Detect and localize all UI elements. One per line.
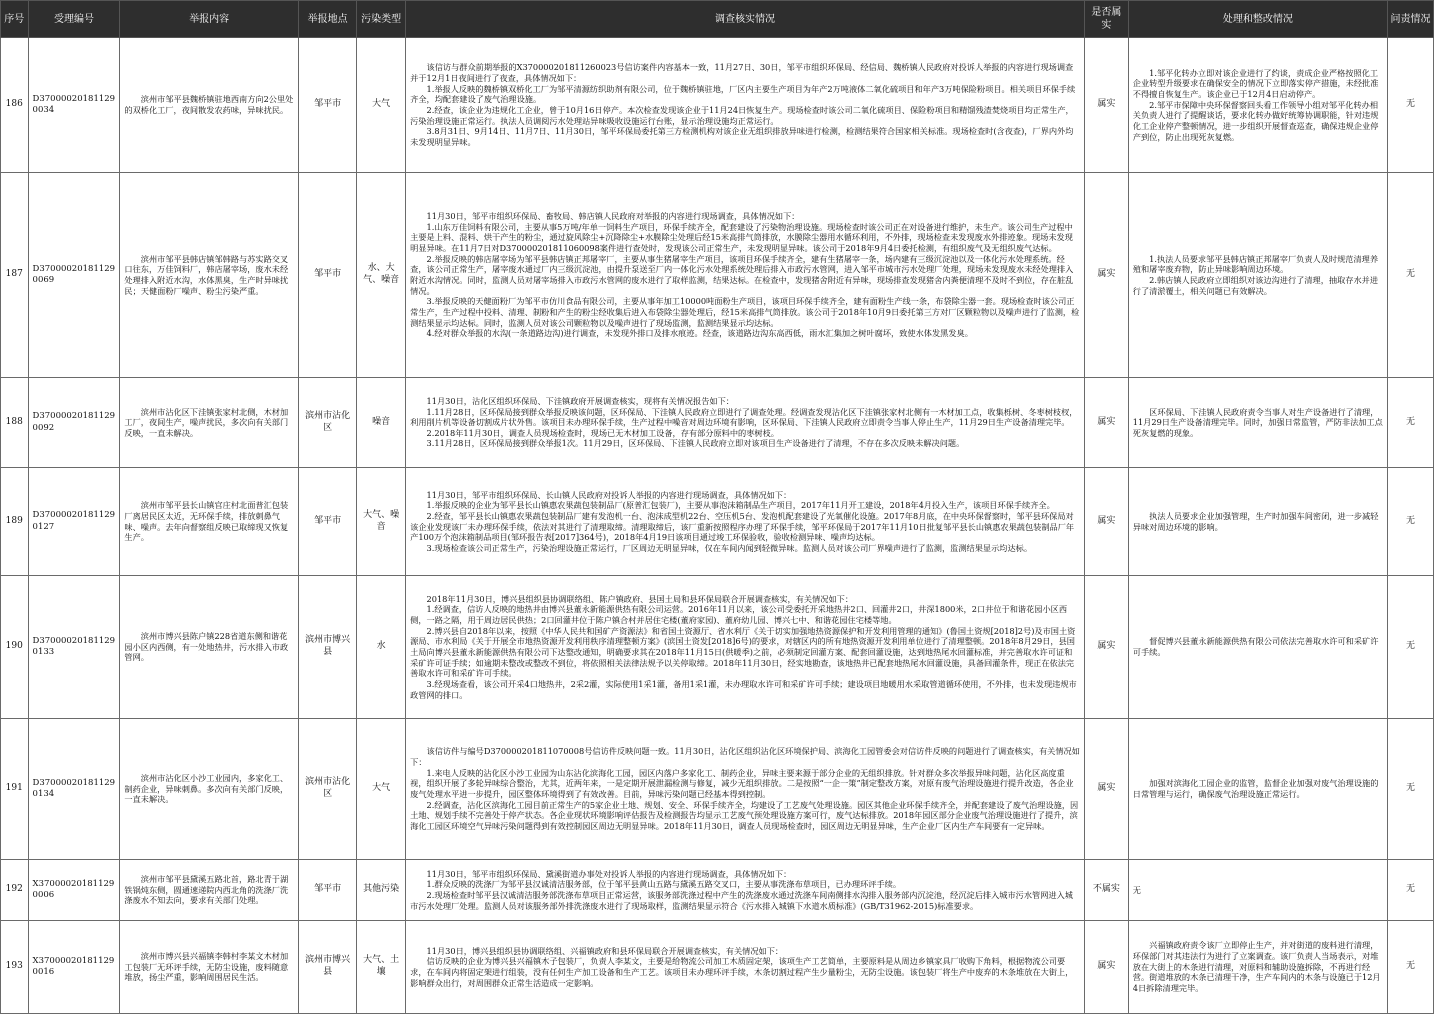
row-pollution: 水、大气、噪音 — [357, 173, 406, 378]
row-code: D370000201811290127 — [28, 468, 120, 576]
investigation-paragraph: 11月30日，邹平市组织环保局、长山镇人民政府对投诉人举报的内容进行现场调查，具体情况如下： — [426, 489, 792, 500]
investigation-paragraph: 2.2018年11月30日，调查人员现场检查时，现场已无木材加工设备，存有部分原料中的枣树枝。 — [426, 427, 779, 438]
row-verified: 属实 — [1084, 921, 1128, 1014]
complaint-text: 滨州市沾化区小沙工业园内，多家化工、制药企业，异味刺鼻。多次向有关部门反映，一直未解决。 — [124, 773, 289, 805]
row-handling — [1128, 576, 1387, 719]
row-code: D370000201811290134 — [28, 719, 120, 860]
col-header-code: 受理编号 — [28, 1, 120, 38]
table-row — [1, 378, 1434, 468]
investigation-paragraph: 3.举报反映的天健面粉厂为邹平市仿川食品有限公司，主要从事年加工10000吨面粉生产项目，该项目环保手续齐全，建有面粉生产线一条，布袋除尘器一套。现场检查时该公司正常生产，生产过程中投料、清理、制粉和产生的粉尘经收集后进入布袋除尘器处理后，经15米高排气筒排放。该公司于2018年10月9日委托第三方对厂区颗粒物以及噪声进行了监测，检测结果显示均达标。同时，监测人员对该公司颗粒物以及噪声进行了现场监测，监测结果显示均达标。 — [410, 296, 1080, 328]
row-accountability: 无 — [1388, 576, 1434, 719]
investigation-paragraph: 11月30日，沾化区组织环保局、下洼镇政府开展调查核实，现将有关情况报告如下： — [426, 395, 734, 406]
row-location: 邹平市 — [299, 38, 357, 173]
col-header-investigation: 调查核实情况 — [406, 1, 1085, 38]
table-body — [1, 38, 1434, 1014]
investigation-paragraph: 1.山东万佳饲料有限公司，主要从事5万吨/年单一饲料生产项目，环保手续齐全，配套建设了污染物治理设施。现场检查时该公司正在对设备进行维护，未生产。该公司生产过程中主要是上料、混料、烘干产生的粉尘，通过旋风除尘+沉降除尘+水膜除尘处理后经15米高排气筒排放，水膜除尘器用水循环利用，不外排，现场检查未发现废水外排迹象。现场未发现明显异味。在11月7日对D370000201811060098案件进行查处时，发现该公司正常生产，未发现明显异味。该公司于2018年9月4日委托检测，有组织废气及无组织废气达标。 — [410, 221, 1073, 254]
row-pollution: 噪音 — [357, 378, 406, 468]
row-content — [120, 173, 299, 378]
row-pollution: 大气、土壤 — [357, 921, 406, 1014]
row-code: X370000201811290016 — [28, 921, 120, 1014]
handling-paragraph: 2.邹平市保障中央环保督察回头看工作领导小组对邹平化转办相关负责人进行了提醒谈话，要求化转办做好统筹协调职能，针对违规化工企业停产整顿情况，进一步组织开展督查巡查，确保违规企业停产到位，防止出现死灰复燃。 — [1132, 99, 1379, 142]
row-pollution: 大气、噪音 — [357, 468, 406, 576]
complaint-text: 滨州市邹平县长山镇官庄村北面普汇包装厂离居民区太近，无环保手续，排放刺鼻气味、噪声。去年向督察组反映已取缔现又恢复生产。 — [124, 500, 289, 543]
row-location: 滨州市博兴县 — [299, 576, 357, 719]
investigation-paragraph: 1.举报人反映的魏桥镇双桥化工厂为邹平清源纺织助剂有限公司，位于魏桥镇驻地，厂区内主要生产项目为年产2万吨液体二氧化硫项目和年产3万吨保险粉项目。相关项目环保手续齐全，均配套建设了废气治理设施。 — [410, 83, 1076, 105]
row-verified: 属实 — [1084, 173, 1128, 378]
row-seq: 192 — [1, 860, 29, 921]
row-handling — [1128, 173, 1387, 378]
col-header-location: 举报地点 — [299, 1, 357, 38]
investigation-paragraph: 3.8月31日、9月14日、11月7日、11月30日，邹平环保局委托第三方检测机构对该企业无组织排放异味进行检测，检测结果符合国家相关标准。现场检查时(含夜查)，厂界内外均未发现明显异味。 — [410, 126, 1074, 147]
complaint-text: 滨州市邹平县魏桥镇驻地西南方向2公里处的双桥化工厂，夜间散发农药味，异味扰民。 — [124, 94, 294, 115]
investigation-paragraph: 2.现场检查时邹平县汉诚清洁服务部洗涤布草项目正常运营，该服务部洗涤过程中产生的洗涤废水通过洗涤车间南侧排水沟排入服务部内沉淀池，经沉淀后排入城市污水管网进入城市污水处理厂处理。监测人员对该服务部外排洗涤废水进行了现场取样，监测结果显示符合《污水排入城镇下水道水质标准》(GB/T31962-2015)标准要求。 — [410, 890, 1073, 911]
row-handling — [1128, 860, 1387, 921]
row-seq: 186 — [1, 38, 29, 173]
row-investigation — [406, 576, 1085, 719]
row-content — [120, 719, 299, 860]
row-pollution: 大气 — [357, 719, 406, 860]
table-row — [1, 576, 1434, 719]
col-header-pollution: 污染类型 — [357, 1, 406, 38]
row-accountability: 无 — [1388, 378, 1434, 468]
investigation-paragraph: 信访反映的企业为博兴县兴福镇木子包装厂，负责人李某文，主要是给物流公司加工木质固定架，该项生产工艺简单，主要原料是从周边乡镇家具厂收购下角料，根据物流公司要求，在车间内将固定架进行组装，没有任何生产加工设备和生产工艺。该项目未办理环评手续，木条切割过程产生少量粉尘，无防尘设施。该包装厂将生产中废弃的木条堆放在大街上，影响群众出行，对周围群众正常生活造成一定影响。 — [410, 956, 1074, 988]
investigation-paragraph: 2.经调查，沾化区滨海化工园目前正常生产的5家企业土地、规划、安全、环保手续齐全，均建设了工艺废气处理设施。园区其他企业环保手续齐全，并配套建设了废气治理设施，因土地、规划手续不完善处于停产状态。各企业现状环境影响评估报告及检测报告均显示工艺废气预处理设施方案可行，废气达标排放。2018年园区部分企业废气治理设施进行了提升，滨海化工园区环境空气异味污染问题得到有效控制园区周边无明显异味。2018年11月30日，调查人员现场检查时，园区周边无明显异味，生产企业厂区内生产车间要有一定异味。 — [410, 799, 1079, 831]
complaint-text: 滨州市博兴县兴福镇李韩村李某文木材加工包装厂无环评手续，无防尘设施，废料随意堆放，扬尘严重，影响周围居民生活。 — [124, 951, 289, 983]
row-seq: 190 — [1, 576, 29, 719]
handling-paragraph: 兴福镇政府责令该厂立即停止生产，并对街道的废料进行清理，环保部门对其违法行为进行了立案调查。该厂负责人当场表示，对堆放在大街上的木条进行清理，对原料和辅助设施拆除，不再进行经营。街道堆放的木条已清理干净，生产车间内的木条与设施已于12月4日拆除清理完毕。 — [1132, 940, 1381, 993]
investigation-paragraph: 11月30日，博兴县组织县协调联络组、兴福镇政府和县环保局联合开展调查核实，有关情况如下： — [426, 945, 784, 956]
handling-paragraph: 2.韩店镇人民政府立即组织对该边沟进行了清理，抽取存水并进行了清淤覆土，相关问题已有效解决。 — [1132, 275, 1379, 296]
row-verified: 属实 — [1084, 719, 1128, 860]
row-location: 滨州市沾化区 — [299, 378, 357, 468]
complaint-text: 滨州市沾化区下洼镇张家村北侧，木材加工厂，夜间生产，噪声扰民，多次向有关部门反映，一直未解决。 — [124, 406, 289, 438]
row-code: X370000201811290006 — [28, 860, 120, 921]
row-investigation — [406, 38, 1085, 173]
row-accountability: 无 — [1388, 719, 1434, 860]
row-accountability: 无 — [1388, 173, 1434, 378]
table-row — [1, 173, 1434, 378]
row-handling — [1128, 38, 1387, 173]
handling-paragraph: 加强对滨海化工园企业的监管，监督企业加强对废气治理设施的日常管理与运行，确保废气治理设施正常运行。 — [1132, 778, 1379, 799]
investigation-paragraph: 3.经现场查看，该公司开采4口地热井，2采2灌，实际使用1采1灌，备用1采1灌，未办理取水许可和采矿许可手续；建设项目地暖用水采取管道循环使用，不外排，也未发现违规市政管网的排口。 — [410, 678, 1077, 700]
row-investigation — [406, 719, 1085, 860]
row-location: 邹平市 — [299, 860, 357, 921]
complaint-text: 滨州市博兴县陈户镇228省道东侧和谐花园小区内西侧，有一处地热井，污水排入市政管网。 — [124, 631, 289, 663]
col-header-content: 举报内容 — [120, 1, 299, 38]
row-seq: 191 — [1, 719, 29, 860]
table-row — [1, 468, 1434, 576]
row-content — [120, 38, 299, 173]
row-verified: 属实 — [1084, 38, 1128, 173]
row-content — [120, 378, 299, 468]
investigation-paragraph: 3.现场检查该公司正常生产，污染治理设施正常运行，厂区周边无明显异味，仅在车间内闻到轻微异味。监测人员对该公司厂界噪声进行了监测，监测结果显示均达标。 — [426, 542, 1033, 553]
row-investigation — [406, 378, 1085, 468]
investigation-paragraph: 2018年11月30日，博兴县组织县协调联络组、陈户镇政府、县国土局和县环保局联合开展调查核实，有关情况如下： — [426, 593, 854, 604]
row-location: 滨州市博兴县 — [299, 921, 357, 1014]
row-verified: 属实 — [1084, 378, 1128, 468]
row-pollution: 大气 — [357, 38, 406, 173]
row-location: 滨州市沾化区 — [299, 719, 357, 860]
investigation-paragraph: 2.举报反映的韩店屠宰场为邹平县韩店镇正邦屠宰厂，主要从事生猪屠宰生产项目，该项目环保手续齐全，建有生猪屠宰一条，场内建有三级沉淀池以及一体化污水处理系统。经查，该公司正常生产，屠宰废水通过厂内三级沉淀池，由提升泵送至厂内一体化污水处理系统处理后排入市政污水管网，进入邹平市城市污水处理厂处理，现场未发现废水未经处理排入附近水沟情况。同时，监测人员对屠宰场排入市政污水管网的废水进行了取样监测，结果达标。在检查中，发现猪舍附近有异味，现场排查发现猪舍内粪便清理不及时不到位，存在脏乱情况。 — [410, 253, 1074, 296]
investigation-paragraph: 1.11月28日，区环保局接到群众举报反映该问题，区环保局、下洼镇人民政府立即进行了调查处理。经调查发现沾化区下洼镇张家村北侧有一木材加工点，收集栎树、冬枣树枝杈，利用削片机等设备切割成片状外售。该项目未办理环保手续，生产过程中噪音对周边环境有影响，区环保局、下洼镇人民政府立即责令当事人停止生产，11月29日生产设备清理完毕。 — [410, 406, 1078, 428]
table-row — [1, 719, 1434, 860]
row-content — [120, 576, 299, 719]
investigation-paragraph: 1.来电人反映的沾化区小沙工业园为山东沾化滨海化工园，园区内落户多家化工、制药企业，异味主要来源于部分企业的无组织排放。针对群众多次举报异味问题，沾化区高度重视，组织开展了多轮异味综合整治，尤其，近两年来，一是定期开展泄漏检测与修复，减少无组织排放。二是按照“一企一策”制定整改方案，对原有废气治理设施进行提升改造，各企业废气处理水平进一步提升，园区整体环境得到了有效改善。目前，异味污染问题已经基本得到控制。 — [410, 767, 1074, 799]
row-accountability: 无 — [1388, 468, 1434, 576]
table-header — [1, 1, 1434, 38]
row-pollution: 其他污染 — [357, 860, 406, 921]
row-seq: 193 — [1, 921, 29, 1014]
row-code: D370000201811290034 — [28, 38, 120, 173]
handling-paragraph: 区环保局、下洼镇人民政府责令当事人对生产设备进行了清理，11月29日生产设备清理完毕。同时，加强日常监管，严防非法加工点死灰复燃的现象。 — [1132, 406, 1383, 438]
investigation-paragraph: 11月30日，邹平市组织环保局、黛溪街道办事处对投诉人举报的内容进行现场调查，具体情况如下： — [426, 868, 792, 879]
col-header-accountability: 问责情况 — [1388, 1, 1434, 38]
row-handling — [1128, 378, 1387, 468]
row-handling — [1128, 468, 1387, 576]
row-code: D370000201811290069 — [28, 173, 120, 378]
investigation-paragraph: 2.经查，该企业为违规化工企业，曾于10月16日停产。本次检查发现该企业于11月24日恢复生产。现场检查时该公司二氧化硫项目、保险粉项目和精馏残渣焚烧项目均正常生产，污染治理设施正常运行。执法人员调阅污水处理站异味吸收设施运行台账，显示治理设施均正常运行。 — [410, 105, 1074, 126]
investigation-paragraph: 2.博兴县自2018年以来，按照《中华人民共和国矿产资源法》和省国土资源厅、省水利厅《关于切实加强地热资源保护和开发利用管理的通知》(鲁国土资规[2018]2号)及市国土资源局、市水利局《关于开展全市地热资源开发利用秩序清理整顿方案》(滨国土资发[2018]6号)的要求，对辖区内的所有地热资源开发利用单位进行了清理整顿。2018年8月29日，县国土局向博兴县董永新能源供热有限公司下达整改通知，明确要求其在2018年11月15日(供暖季)之前，必须制定回灌方案、配套回灌设施，达到地热尾水回灌标准，并完善取水许可证和采矿许可证手续；如逾期未整改或整改不到位，将依照相关法律法规予以关停取缔。2018年11月30日，经实地勘查，该地热井已配套地热尾水回灌设施，具备回灌条件，现正在依法完善取水许可和采矿许可手续。 — [410, 625, 1076, 679]
investigation-paragraph: 3.11月28日，区环保局接到群众举报1次。11月29日，区环保局、下洼镇人民政府立即对该项目生产设备进行了清理，不存在多次反映未解决问题。 — [426, 438, 965, 449]
complaint-text: 滨州市邹平县黛溪五路北首，路北青于湖铁锅炖东侧，圆通速递院内西北角的洗涤厂洗涤废水不知去向，要求有关部门处理。 — [124, 874, 289, 906]
complaint-text: 滨州市邹平县韩店镇邹韩路与苏实路交叉口往东，万佳饲料厂，韩店屠宰场，废水未经处理排入附近水沟，水体黑臭，生产时异味扰民；天健面粉厂噪声、粉尘污染严重。 — [124, 253, 289, 296]
row-accountability: 无 — [1388, 38, 1434, 173]
row-seq: 187 — [1, 173, 29, 378]
investigation-paragraph: 1.举报反映的企业为邹平县长山镇惠农果蔬包装制品厂(原普汇包装厂)，主要从事泡沫箱制品生产项目，2017年11月开工建设，2018年4月投入生产，该项目环保手续齐全。 — [426, 500, 1055, 511]
row-content — [120, 860, 299, 921]
row-seq: 189 — [1, 468, 29, 576]
investigation-paragraph: 该信访与群众前期举报的X370000201811260023号信访案件内容基本一致，11月27日、30日，邹平市组织环保局、经信局、魏桥镇人民政府对投诉人举报的内容进行现场调查并于12月1日夜间进行了夜查，具体情况如下： — [410, 62, 1074, 84]
handling-text: 无 — [1132, 884, 1141, 895]
investigation-paragraph: 11月30日，邹平市组织环保局、畜牧局、韩店镇人民政府对举报的内容进行现场调查，具体情况如下： — [426, 211, 800, 222]
table-row — [1, 38, 1434, 173]
row-code: D370000201811290092 — [28, 378, 120, 468]
handling-paragraph: 执法人员要求企业加强管理，生产时加强车间密闭，进一步减轻异味对周边环境的影响。 — [1132, 510, 1379, 532]
row-verified: 属实 — [1084, 576, 1128, 719]
investigation-paragraph: 1.经调查，信访人反映的地热井由博兴县董永新能源供热有限公司运营。2016年11月以来，该公司受委托开采地热井2口、回灌井2口，井深1800米，2口井位于和谐花园小区西侧，一路之隔，用于周边居民供热；2口回灌井位于陈户镇合村并居住宅楼(董府家园)、董府幼儿园、博兴七中、和谐花园住宅楼等地。 — [410, 604, 1068, 626]
investigation-paragraph: 该信访件与编号D370000201811070008号信访件反映问题一致。11月30日，沾化区组织沾化区环境保护局、滨海化工园管委会对信访件反映的问题进行了调查核实，有关情况如下： — [410, 746, 1080, 768]
row-location: 邹平市 — [299, 173, 357, 378]
row-verified: 不属实 — [1084, 860, 1128, 921]
investigation-paragraph: 2.经查，邹平县长山镇惠农果蔬包装制品厂建有发泡机一台、泡沫成型机22台、空压机5台、发泡机配套建设了光氧催化设施。2017年8月底，在中央环保督察时，邹平县环保局对该企业发现该厂未办理环保手续，依法对其进行了清理取缔。清理取缔后，该厂重新按照程序办理了环保手续，邹平环保局于2017年11月10日批复邹平县长山镇惠农果蔬包装制品厂年产100万个泡沫箱制品项目(邹环报告表[2017]364号)，2018年4月19日该项目通过竣工环保验收，验收检测异味、噪声均达标。 — [410, 510, 1075, 543]
handling-paragraph: 1.邹平化转办立即对该企业进行了约谈，责成企业严格按照化工企业转型升级要求在确保安全的情况下立即落实停产措施，未经批准不得擅自恢复生产。该企业已于12月4日启动停产。 — [1132, 67, 1379, 100]
row-seq: 188 — [1, 378, 29, 468]
row-content — [120, 468, 299, 576]
investigation-paragraph: 1.群众反映的洗涤厂为邹平县汉诚清洁服务部，位于邹平县黄山五路与黛溪五路交叉口，主要从事洗涤布草项目，已办理环评手续。 — [426, 879, 902, 890]
row-pollution: 水 — [357, 576, 406, 719]
row-code: D370000201811290133 — [28, 576, 120, 719]
row-investigation — [406, 468, 1085, 576]
row-location: 邹平市 — [299, 468, 357, 576]
col-header-seq: 序号 — [1, 1, 29, 38]
investigation-paragraph: 4.经对群众举报的水沟(一条道路边沟)进行调查，未发现外排口及排水痕迹。经查，该道路边沟东高西低，雨水汇集加之树叶腐坏，致使水体发黑发臭。 — [426, 328, 973, 339]
row-verified: 属实 — [1084, 468, 1128, 576]
row-investigation — [406, 173, 1085, 378]
handling-paragraph: 督促博兴县董永新能源供热有限公司依法完善取水许可和采矿许可手续。 — [1132, 636, 1379, 657]
row-accountability: 无 — [1388, 921, 1434, 1014]
row-handling — [1128, 719, 1387, 860]
row-accountability: 无 — [1388, 860, 1434, 921]
col-header-verified: 是否属实 — [1084, 1, 1128, 38]
table-row — [1, 860, 1434, 921]
row-investigation — [406, 860, 1085, 921]
col-header-handling: 处理和整改情况 — [1128, 1, 1387, 38]
handling-paragraph: 1.执法人员要求邹平县韩店镇正邦屠宰厂负责人及时规范清理养殖和屠宰废弃物，防止异味影响周边环境。 — [1132, 253, 1379, 275]
